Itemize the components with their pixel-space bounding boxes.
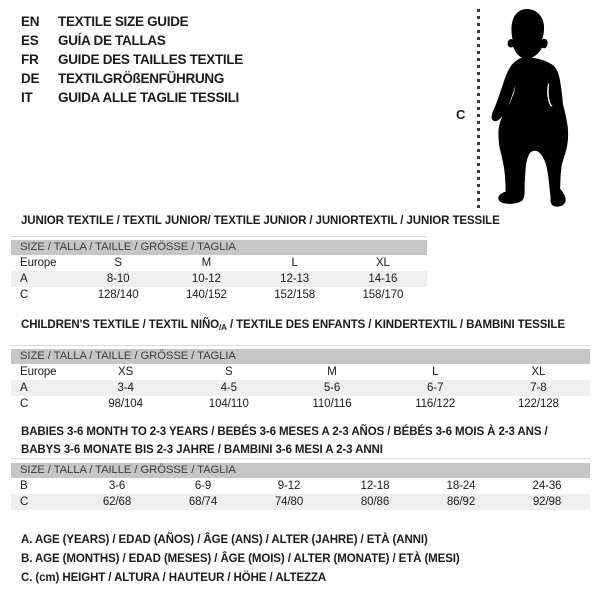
language-title: GUIDE DES TAILLES TEXTILE [58,52,244,67]
children-title-text: CHILDREN'S TEXTILE / TEXTIL NIÑO [21,319,220,331]
table-row [11,396,590,412]
size-value: 3-4 [117,382,134,394]
junior-size-table [11,240,427,303]
language-row [21,31,243,50]
row-label: A [20,382,28,394]
babies-title-line1: BABIES 3-6 MONTH TO 2-3 YEARS / BEBÉS 3-6 MESES A 2-3 AÑOS / BÉBÉS 3-6 MOIS À 2-3 ANS / [21,426,548,438]
size-value: 14-16 [368,273,398,285]
row-label: A [20,273,28,285]
size-value: 5-6 [323,382,341,394]
size-value: 80/86 [360,496,390,508]
size-value: 3-6 [108,480,126,492]
size-value: 12-13 [280,273,310,285]
size-value: 128/140 [97,289,139,301]
size-value: 74/80 [274,496,304,508]
size-value: 92/98 [532,496,562,508]
babies-size-table [11,463,590,510]
size-value: 152/158 [274,289,316,301]
size-value: 68/74 [188,496,218,508]
language-title: TEXTILGRÖßENFÜHRUNG [58,71,225,86]
table-row [11,478,590,494]
size-value: 18-24 [446,480,476,492]
language-row [21,88,243,107]
figure-height-label: C [456,107,466,122]
row-label: Europe [20,257,57,269]
size-value: 12-18 [360,480,390,492]
size-value: 104/110 [208,398,249,410]
toddler-silhouette-figure [470,0,600,220]
row-label: C [20,496,29,508]
language-code: EN [21,14,40,29]
table-top-rule [11,458,590,459]
size-value: L [432,366,439,378]
measurement-legend [21,531,460,588]
size-value: 98/104 [108,398,143,410]
row-label: C [20,289,29,301]
size-header-bar: SIZE / TALLA / TAILLE / GRÖSSE / TAGLIA [11,240,427,255]
size-value: 62/68 [102,496,132,508]
size-value: 158/170 [362,289,404,301]
table-row [11,287,427,303]
size-value: 6-9 [194,480,212,492]
toddler-silhouette-icon [470,0,600,220]
size-value: 7-8 [530,382,547,394]
legend-line: B. AGE (MONTHS) / EDAD (MESES) / ÂGE (MOIS) / ALTER (MONATE) / ETÀ (MESI) [21,553,460,565]
size-value: S [225,366,233,378]
table-top-rule [11,345,590,346]
legend-line: C. (cm) HEIGHT / ALTURA / HAUTEUR / HÖHE / ALTEZZA [21,572,327,584]
babies-title-line2: BABYS 3-6 MONATE BIS 2-3 JAHRE / BAMBINI 3-6 MESI A 2-3 ANNI [21,443,383,456]
language-row [21,12,243,31]
size-value: 24-36 [532,480,562,492]
language-row [21,69,243,88]
language-code: IT [21,90,33,105]
table-row [11,271,427,287]
size-value: 116/122 [415,398,456,410]
row-label: B [20,480,28,492]
size-header-bar: SIZE / TALLA / TAILLE / GRÖSSE / TAGLIA [11,349,590,364]
size-value: XL [375,257,390,269]
language-code: ES [21,33,39,48]
size-value: 122/128 [517,398,559,410]
size-value: 140/152 [185,289,227,301]
language-title: GUÍA DE TALLAS [58,33,166,48]
language-title: TEXTILE SIZE GUIDE [58,14,189,29]
size-header-bar: SIZE / TALLA / TAILLE / GRÖSSE / TAGLIA [11,463,590,478]
children-title-subscript: /A [219,323,227,332]
size-value: 6-7 [427,382,444,394]
size-value: S [114,257,122,269]
children-title-text-end: / TEXTILE DES ENFANTS / KINDERTEXTIL / BAMBINI TESSILE [226,319,565,331]
language-title: GUIDA ALLE TAGLIE TESSILI [58,90,239,105]
language-title-list [21,12,243,107]
babies-section-title [21,424,548,459]
language-code: DE [21,71,40,86]
size-value: M [327,366,337,378]
size-value: 110/116 [312,398,352,410]
table-row [11,364,590,380]
junior-section-title: JUNIOR TEXTILE / TEXTIL JUNIOR/ TEXTILE JUNIOR / JUNIORTEXTIL / JUNIOR TESSILE [21,215,500,227]
table-row [11,494,590,510]
size-value: 86/92 [446,496,476,508]
children-section-title [21,319,565,332]
size-value: 4-5 [220,382,237,394]
size-value: 8-10 [106,273,130,285]
size-value: XL [531,366,546,378]
size-value: L [291,257,298,269]
row-label: C [20,398,29,410]
language-row [21,50,243,69]
row-label: Europe [20,366,57,378]
size-value: 10-12 [191,273,221,285]
language-code: FR [21,52,39,67]
table-row [11,255,427,271]
size-value: 9-12 [277,480,301,492]
size-value: M [201,257,212,269]
legend-line: A. AGE (YEARS) / EDAD (AÑOS) / ÂGE (ANS) / ALTER (JAHRE) / ETÀ (ANNI) [21,534,428,546]
table-row [11,380,590,396]
table-top-rule [11,236,427,237]
children-size-table [11,349,590,412]
size-value: XS [118,366,134,378]
